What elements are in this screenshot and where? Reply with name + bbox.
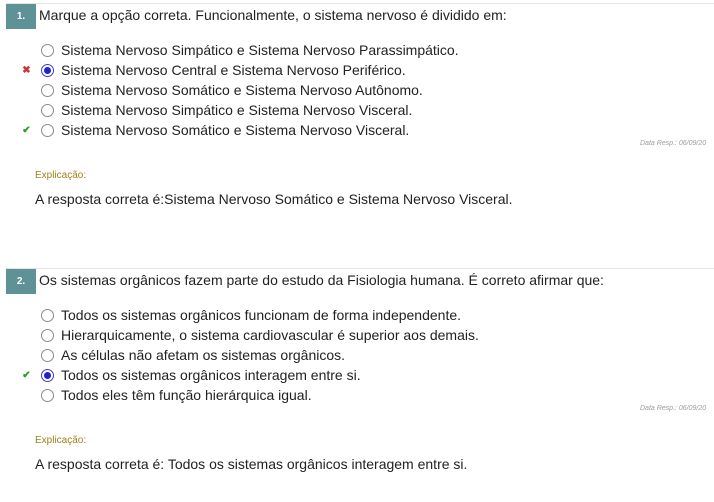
option-label: Sistema Nervoso Simpático e Sistema Nervoso Visceral.	[61, 102, 413, 118]
radio-button[interactable]	[41, 309, 54, 322]
wrong-answer-icon: ✖	[22, 65, 31, 76]
radio-button[interactable]	[41, 389, 54, 402]
option-label: Todos os sistemas orgânicos funcionam de forma independente.	[61, 307, 462, 323]
option-b[interactable]	[0, 325, 714, 345]
explanation-text: A resposta correta é: Todos os sistemas orgânicos interagem entre si.	[35, 456, 468, 472]
option-a[interactable]	[0, 305, 714, 325]
correct-answer-icon: ✔	[22, 370, 31, 381]
question-text: Os sistemas orgânicos fazem parte do estudo da Fisiologia humana. É correto afirmar que:	[39, 272, 604, 288]
radio-button[interactable]	[41, 329, 54, 342]
radio-button-selected[interactable]	[41, 369, 54, 382]
option-label: Sistema Nervoso Somático e Sistema Nervoso Visceral.	[61, 122, 410, 138]
question-number-badge: 1.	[6, 4, 36, 29]
option-e[interactable]	[0, 120, 714, 140]
option-label: As células não afetam os sistemas orgânicos.	[61, 347, 346, 363]
options-list	[0, 40, 714, 140]
correct-answer-icon: ✔	[22, 125, 31, 136]
option-label: Sistema Nervoso Simpático e Sistema Nervoso Parassimpático.	[61, 42, 459, 58]
option-b[interactable]	[0, 60, 714, 80]
response-date: Data Resp.: 06/09/20	[640, 140, 707, 147]
question-divider	[6, 3, 714, 4]
question-divider	[6, 268, 714, 269]
option-e[interactable]	[0, 385, 714, 405]
explanation-label: Explicação:	[35, 435, 87, 446]
option-label: Sistema Nervoso Central e Sistema Nervoso Periférico.	[61, 62, 406, 78]
radio-button-selected[interactable]	[41, 64, 54, 77]
option-c[interactable]	[0, 345, 714, 365]
radio-button[interactable]	[41, 124, 54, 137]
option-label: Todos eles têm função hierárquica igual.	[61, 387, 312, 403]
option-label: Sistema Nervoso Somático e Sistema Nervoso Autônomo.	[61, 82, 423, 98]
option-a[interactable]	[0, 40, 714, 60]
question-text: Marque a opção correta. Funcionalmente, o sistema nervoso é dividido em:	[39, 7, 507, 23]
explanation-text: A resposta correta é:Sistema Nervoso Somático e Sistema Nervoso Visceral.	[35, 191, 513, 207]
radio-button[interactable]	[41, 349, 54, 362]
radio-button[interactable]	[41, 44, 54, 57]
radio-button[interactable]	[41, 104, 54, 117]
option-label: Todos os sistemas orgânicos interagem entre si.	[61, 367, 361, 383]
option-d[interactable]	[0, 365, 714, 385]
option-d[interactable]	[0, 100, 714, 120]
response-date: Data Resp.: 06/09/20	[640, 405, 707, 412]
options-list	[0, 305, 714, 405]
radio-button[interactable]	[41, 84, 54, 97]
explanation-label: Explicação:	[35, 170, 87, 181]
option-c[interactable]	[0, 80, 714, 100]
option-label: Hierarquicamente, o sistema cardiovascular é superior aos demais.	[61, 327, 479, 343]
question-number-badge: 2.	[6, 269, 36, 294]
